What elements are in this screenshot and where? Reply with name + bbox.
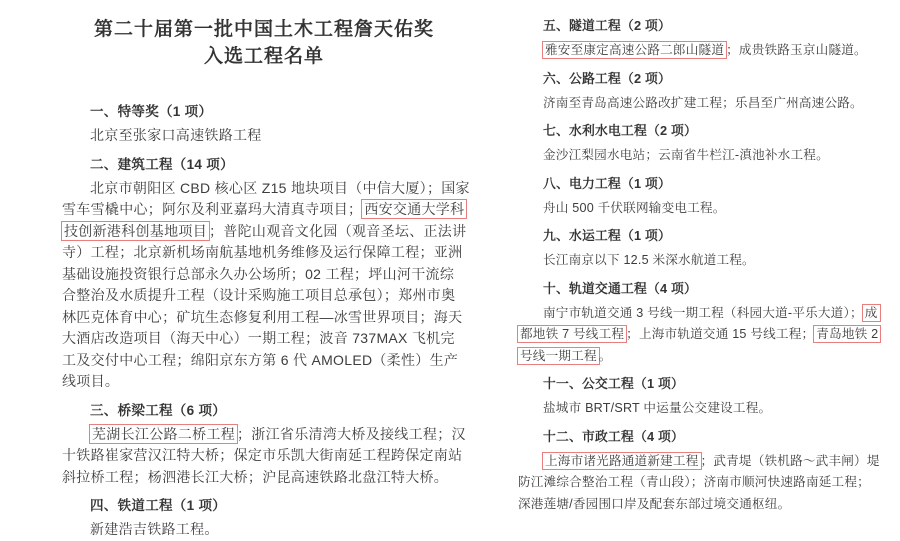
title-line-2: 入选工程名单	[203, 46, 324, 67]
section-heading: 三、桥梁工程（6 项）	[90, 402, 227, 418]
text-segment: 线项目。	[62, 373, 120, 389]
section-paragraph	[518, 250, 854, 272]
section-paragraph	[518, 303, 879, 368]
section-heading: 五、隧道工程（2 项）	[543, 18, 672, 33]
text-segment: 盐城市 BRT/SRT 中运量公交建设工程。	[543, 401, 772, 415]
right-column	[518, 0, 880, 515]
text-line	[518, 93, 863, 115]
text-segment: 斜拉桥工程；杨泗港长江大桥；沪昆高速铁路北盘江特大桥。	[62, 468, 449, 485]
section-heading: 十、轨道交通工程（4 项）	[543, 280, 698, 296]
title-line-1: 第二十届第一批中国土木工程詹天佑奖	[93, 19, 434, 40]
section-paragraph	[518, 398, 854, 420]
section-heading: 四、铁道工程（1 项）	[90, 498, 227, 513]
text-line	[518, 324, 879, 346]
section-heading: 八、电力工程（1 项）	[543, 175, 672, 191]
text-line	[62, 178, 470, 200]
highlight-box: 成	[862, 304, 881, 322]
text-segment: ；成贵铁路玉京山隧道。	[726, 43, 867, 57]
text-segment: 长江南京以下 12.5 米深水航道工程。	[543, 253, 755, 267]
text-line	[62, 199, 466, 221]
text-segment: 工及交付中心工程；绵阳京东方第 6 代 AMOLED（柔性）生产	[62, 351, 459, 368]
section-paragraph	[62, 125, 466, 147]
highlight-box: 都地铁 7 号线工程	[517, 325, 627, 343]
section-heading: 七、水利水电工程（2 项）	[543, 123, 698, 138]
section-paragraph	[518, 451, 880, 516]
text-segment: 金沙江梨园水电站；云南省牛栏江-滇池补水工程。	[543, 148, 829, 162]
text-segment: 深港莲塘/香园围口岸及配套东部过境交通枢纽。	[518, 496, 791, 511]
text-segment: 。	[598, 348, 612, 363]
text-segment: ；普陀山观音文化园（观音圣坛、正法讲	[209, 222, 467, 239]
text-line	[518, 346, 854, 368]
section-paragraph	[62, 178, 470, 393]
text-line	[62, 242, 466, 264]
section-heading: 十二、市政工程（4 项）	[543, 428, 685, 444]
text-segment: 合整治及水质提升工程（设计采购施工项目总承包）；郑州市奥	[62, 287, 456, 303]
text-line	[62, 350, 466, 372]
text-line	[62, 307, 466, 329]
text-line	[62, 467, 466, 489]
left-column	[62, 0, 470, 541]
highlight-box: 西安交通大学科	[361, 199, 467, 219]
highlight-box: 技创新港科创基地项目	[61, 221, 210, 241]
highlight-box: 雅安至康定高速公路二郎山隧道	[542, 41, 727, 59]
highlight-box: 青岛地铁 2	[813, 325, 881, 343]
section-paragraph	[518, 198, 854, 220]
section-heading: 二、建筑工程（14 项）	[90, 156, 234, 172]
text-line	[518, 250, 854, 272]
text-segment: 基础设施投资银行总部永久办公场所；02 工程；坪山河干流综	[62, 265, 455, 282]
text-line	[62, 221, 466, 243]
right-sections	[518, 16, 880, 515]
section-heading: 六、公路工程（2 项）	[543, 70, 672, 86]
highlight-box: 上海市诸光路通道新建工程	[542, 452, 702, 470]
section-heading: 一、特等奖（1 项）	[90, 104, 213, 119]
text-line	[62, 445, 466, 467]
text-segment: 北京至张家口高速铁路工程	[90, 127, 262, 143]
section-heading: 九、水运工程（1 项）	[543, 228, 672, 243]
text-segment: 林匹克体育中心；矿坑生态修复利用工程—冰雪世界项目；海天	[62, 308, 463, 325]
text-segment: 新建浩吉铁路工程。	[90, 521, 219, 537]
text-line	[62, 285, 466, 307]
text-line	[518, 145, 854, 167]
document-title	[62, 16, 466, 70]
section-paragraph	[518, 93, 863, 115]
text-segment: 寺）工程；北京新机场南航基地机务维修及运行保障工程；亚洲	[62, 244, 463, 260]
text-line	[518, 198, 854, 220]
text-line	[518, 398, 854, 420]
text-segment: 济南至青岛高速公路改扩建工程；乐昌至广州高速公路。	[543, 95, 863, 110]
section-paragraph	[518, 145, 854, 167]
text-segment: 北京市朝阳区 CBD 核心区 Z15 地块项目（中信大厦）；国家	[90, 179, 470, 196]
text-segment: 南宁市轨道交通 3 号线一期工程（科园大道-平乐大道）；	[543, 305, 863, 320]
text-line	[62, 519, 466, 541]
text-segment: 防江滩综合整治工程（青山段）；济南市顺河快速路南延工程；	[518, 475, 870, 489]
section-paragraph	[62, 519, 466, 541]
text-line	[518, 451, 880, 473]
highlight-box: 号线一期工程	[517, 347, 600, 365]
text-segment: 十铁路崔家营汉江特大桥；保定市乐凯大街南延工程跨保定南站	[62, 447, 463, 463]
text-segment: ；浙江省乐清湾大桥及接线工程；汉	[237, 425, 466, 442]
text-line	[518, 494, 854, 516]
text-line	[62, 125, 466, 147]
text-line	[62, 424, 466, 446]
text-line	[518, 40, 867, 62]
text-line	[62, 264, 466, 286]
left-sections	[62, 101, 470, 541]
text-segment: 雪车雪橇中心；阿尔及利亚嘉玛大清真寺项目；	[62, 201, 363, 217]
section-paragraph	[518, 40, 867, 62]
text-segment: 大酒店改造项目（海天中心）一期工程；波音 737MAX 飞机完	[62, 330, 455, 346]
text-segment: 舟山 500 千伏联网输变电工程。	[543, 200, 726, 215]
text-line	[62, 371, 466, 393]
text-segment: ；上海市轨道交通 15 号线工程；	[626, 327, 815, 341]
text-line	[518, 472, 870, 494]
section-paragraph	[62, 424, 466, 489]
section-heading: 十一、公交工程（1 项）	[543, 376, 685, 391]
highlight-box: 芜湖长江公路二桥工程	[89, 424, 238, 444]
text-line	[62, 328, 466, 350]
text-segment: ；武青堤（铁机路～武丰闸）堤	[700, 453, 880, 468]
text-line	[518, 303, 878, 325]
